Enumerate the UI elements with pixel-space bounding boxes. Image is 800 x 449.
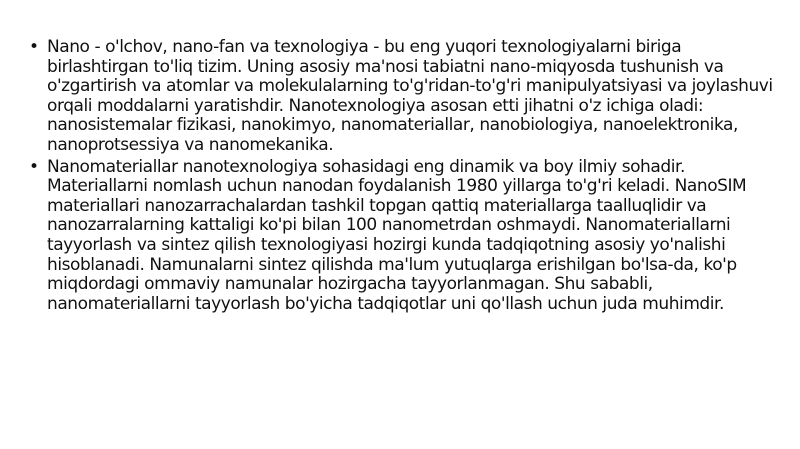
- bullet-text: Nanomateriallar nanotexnologiya sohasidagi eng dinamik va boy ilmiy sohadir. Materiallarni nomlash uchun nanodan foydalanish 1980 yillarga to'g'ri keladi. NanoSIM materiallari nanozarrachalardan tashkil topgan qattiq materiallarga taalluqlidir va nanozarralarning kattaligi ko'pi bilan 100 nanometrdan oshmaydi. Nanomateriallarni tayyorlash va sintez qilish texnologiyasi hozirgi kunda tadqiqotning asosiy yo'nalishi hisoblanadi. Namunalarni sintez qilishda ma'lum yutuqlarga erishilgan bo'lsa-da, ko'p miqdordagi ommaviy namunalar hozirgacha tayyorlanmagan. Shu sababli, nanomateriallarni tayyorlash bo'yicha tadqiqotlar uni qo'llash uchun juda muhimdir.: [47, 156, 747, 314]
- bullet-text: Nano - o'lchov, nano-fan va texnologiya - bu eng yuqori texnologiyalarni biriga birlashtirgan to'liq tizim. Uning asosiy ma'nosi tabiatni nano-miqyosda tushunish va o'zgartirish va atomlar va molekulalarning to'g'ridan-to'g'ri manipulyatsiyasi va joylashuvi orqali moddalarni yaratishdir. Nanotexnologiya asosan etti jihatni o'z ichiga oladi: nanosistemalar fizikasi, nanokimyo, nanomateriallar, nanobiologiya, nanoelektronika, nanoprotsessiya va nanomekanika.: [47, 37, 773, 155]
- bullet-list: [28, 38, 780, 314]
- bullet-item: [28, 158, 780, 315]
- bullet-dot-icon: •: [29, 37, 39, 57]
- bullet-dot-icon: •: [29, 156, 39, 177]
- bullet-item: [28, 38, 780, 156]
- slide-body: [28, 38, 780, 316]
